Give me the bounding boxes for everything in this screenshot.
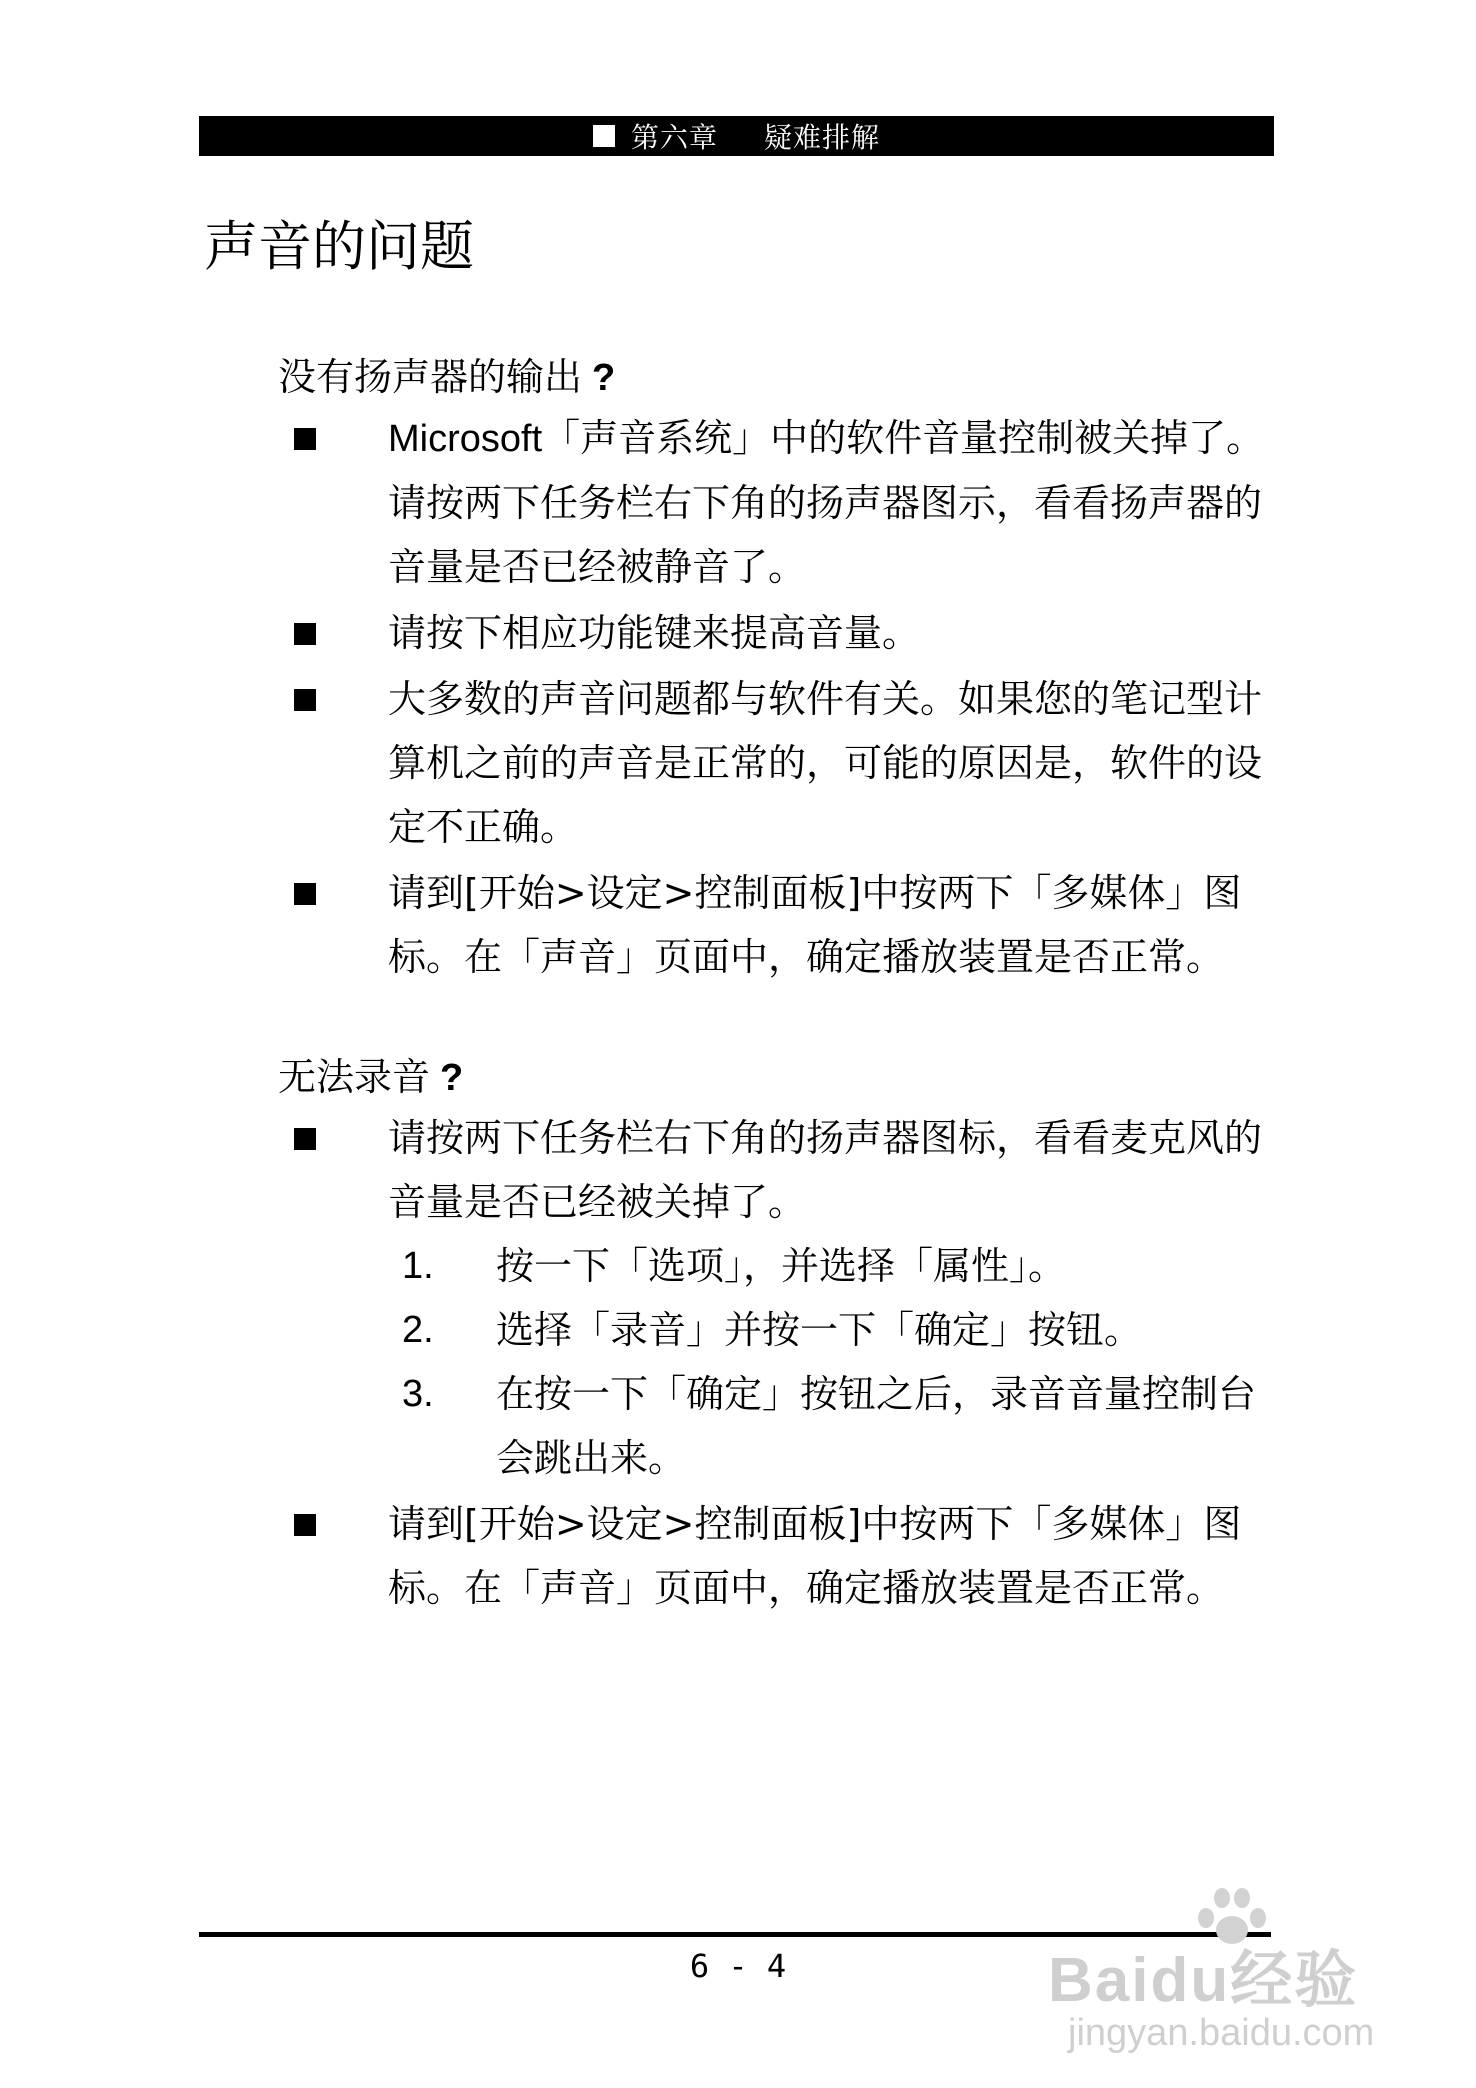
question-mark: ? xyxy=(592,357,616,399)
bullet-list-cannot-record xyxy=(292,1106,1277,1622)
section-title-cannot-record xyxy=(278,1046,463,1101)
step-text: 按一下「选项」，并选择「属性」。 xyxy=(496,1244,1067,1288)
brand-name: Microsoft xyxy=(388,418,543,460)
square-bullet-icon xyxy=(294,883,316,905)
list-item xyxy=(292,1106,1277,1490)
numbered-step xyxy=(402,1362,1277,1490)
list-item xyxy=(292,667,1277,859)
chapter-header-bar xyxy=(199,116,1274,156)
bullet-list-no-speaker-output xyxy=(292,406,1277,991)
list-item-text: 请到[开始>设定>控制面板]中按两下「多媒体」图标。在「声音」页面中，确定播放装置是否正常。 xyxy=(388,1502,1242,1610)
step-text: 选择「录音」并按一下「确定」按钮。 xyxy=(496,1308,1143,1352)
page-number: 6 - 4 xyxy=(689,1947,787,1985)
list-item xyxy=(292,601,1277,665)
square-bullet-icon xyxy=(294,689,316,711)
section-title-no-speaker-output xyxy=(278,346,615,401)
list-item-text: 请按下相应功能键来提高音量。 xyxy=(388,611,921,655)
square-bullet-icon xyxy=(294,1514,316,1536)
question-mark: ? xyxy=(440,1057,464,1099)
section-title-text: 无法录音 xyxy=(278,1055,431,1099)
list-item-text: 请到[开始>设定>控制面板]中按两下「多媒体」图标。在「声音」页面中，确定播放装置是否正常。 xyxy=(388,871,1242,979)
step-number: 1. xyxy=(402,1245,434,1287)
list-item xyxy=(292,861,1277,989)
list-item-text: 「声音系统」中的软件音量控制被关掉了。请按两下任务栏右下角的扬声器图示，看看扬声器的音量是否已经被静音了。 xyxy=(388,416,1265,589)
watermark-url: jingyan.baidu.com xyxy=(1068,2012,1375,2054)
square-bullet-icon xyxy=(294,623,316,645)
baidu-watermark xyxy=(1048,1880,1458,2060)
chapter-number: 第六章 xyxy=(630,121,718,154)
watermark-logo: Baidu经验 xyxy=(1048,1946,1359,2015)
step-number: 2. xyxy=(402,1309,434,1351)
square-bullet-icon xyxy=(593,125,615,147)
numbered-steps xyxy=(402,1234,1277,1490)
numbered-step xyxy=(402,1298,1277,1362)
list-item-text: 大多数的声音问题都与软件有关。如果您的笔记型计算机之前的声音是正常的，可能的原因是，软件的设定不正确。 xyxy=(388,677,1263,849)
chapter-title: 疑难排解 xyxy=(764,121,881,154)
numbered-step xyxy=(402,1234,1277,1298)
list-item xyxy=(292,1492,1277,1620)
step-number: 3. xyxy=(402,1373,434,1415)
list-item xyxy=(292,406,1277,599)
list-item-text: 请按两下任务栏右下角的扬声器图标，看看麦克风的音量是否已经被关掉了。 xyxy=(388,1116,1263,1224)
section-title-text: 没有扬声器的输出 xyxy=(278,355,583,399)
square-bullet-icon xyxy=(294,1128,316,1150)
page-title: 声音的问题 xyxy=(204,215,474,278)
step-text: 在按一下「确定」按钮之后，录音音量控制台会跳出来。 xyxy=(496,1372,1257,1480)
square-bullet-icon xyxy=(294,428,316,450)
